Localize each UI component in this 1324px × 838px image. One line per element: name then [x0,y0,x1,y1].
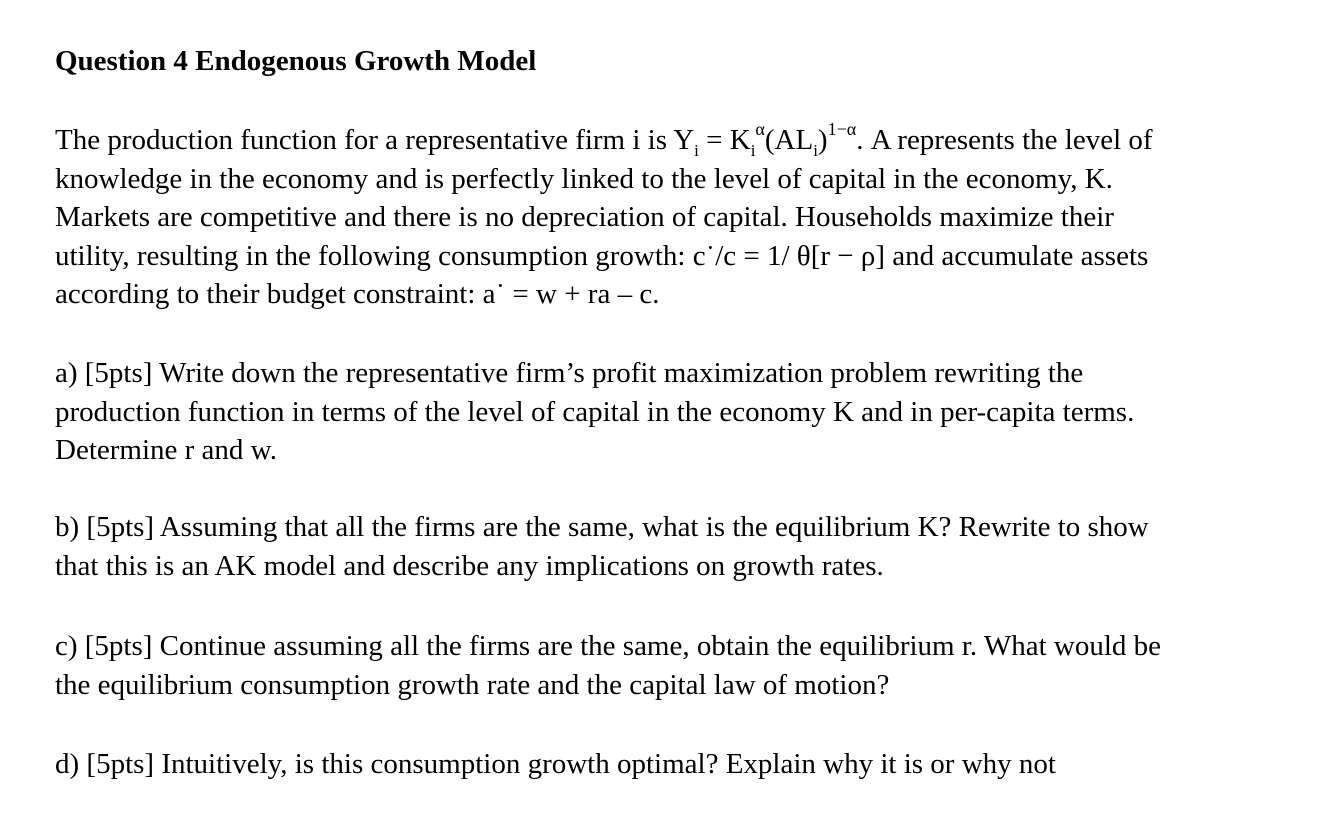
part-a-line-3: Determine r and w. [55,434,277,466]
subscript-i: i [813,140,818,160]
part-b-line-1: b) [5pts] Assuming that all the firms are the same, what is the equilibrium K? Rewrite to show [55,511,1149,543]
paren-close: ) [817,124,828,156]
part-a-line-1: a) [5pts] Write down the representative firm’s profit maximization problem rewriting the [55,357,1084,389]
intro-line-1-text-after: . A represents the level of [856,124,1153,156]
part-a [55,354,1134,470]
part-c-line-1: c) [5pts] Continue assuming all the firms are the same, obtain the equilibrium r. What would be [55,630,1162,662]
part-d [55,745,1056,784]
part-c [55,627,1161,704]
part-b-line-2: that this is an AK model and describe any implications on growth rates. [55,549,884,582]
superscript-one-minus-alpha: 1−α [827,119,857,140]
intro-line-1-text-before: The production function for a representative firm i is Y [55,124,695,156]
subscript-i: i [694,140,699,160]
subscript-i: i [750,140,756,160]
question-title: Question 4 Endogenous Growth Model [55,45,537,77]
intro-line-4: utility, resulting in the following consumption growth: c˙/c = 1/ θ[r − ρ] and accumulate assets [55,239,1149,272]
part-d-line-1: d) [5pts] Intuitively, is this consumption growth optimal? Explain why it is or why not [55,748,1056,780]
part-c-line-2: the equilibrium consumption growth rate and the capital law of motion? [55,668,890,701]
paren-open-al: (AL [764,124,814,156]
equals-k: = K [698,124,751,156]
part-b [55,508,1149,585]
intro-line-5: according to their budget constraint: a˙ = w + ra – c. [55,278,660,310]
question-intro [55,121,1153,314]
superscript-alpha: α [755,119,765,140]
part-a-line-2: production function in terms of the level of capital in the economy K and in per-capita terms. [55,395,1135,428]
intro-line-3: Markets are competitive and there is no depreciation of capital. Households maximize their [55,201,1114,233]
intro-line-2: knowledge in the economy and is perfectly linked to the level of capital in the economy, K. [55,162,1113,195]
intro-line-1 [55,121,1153,160]
